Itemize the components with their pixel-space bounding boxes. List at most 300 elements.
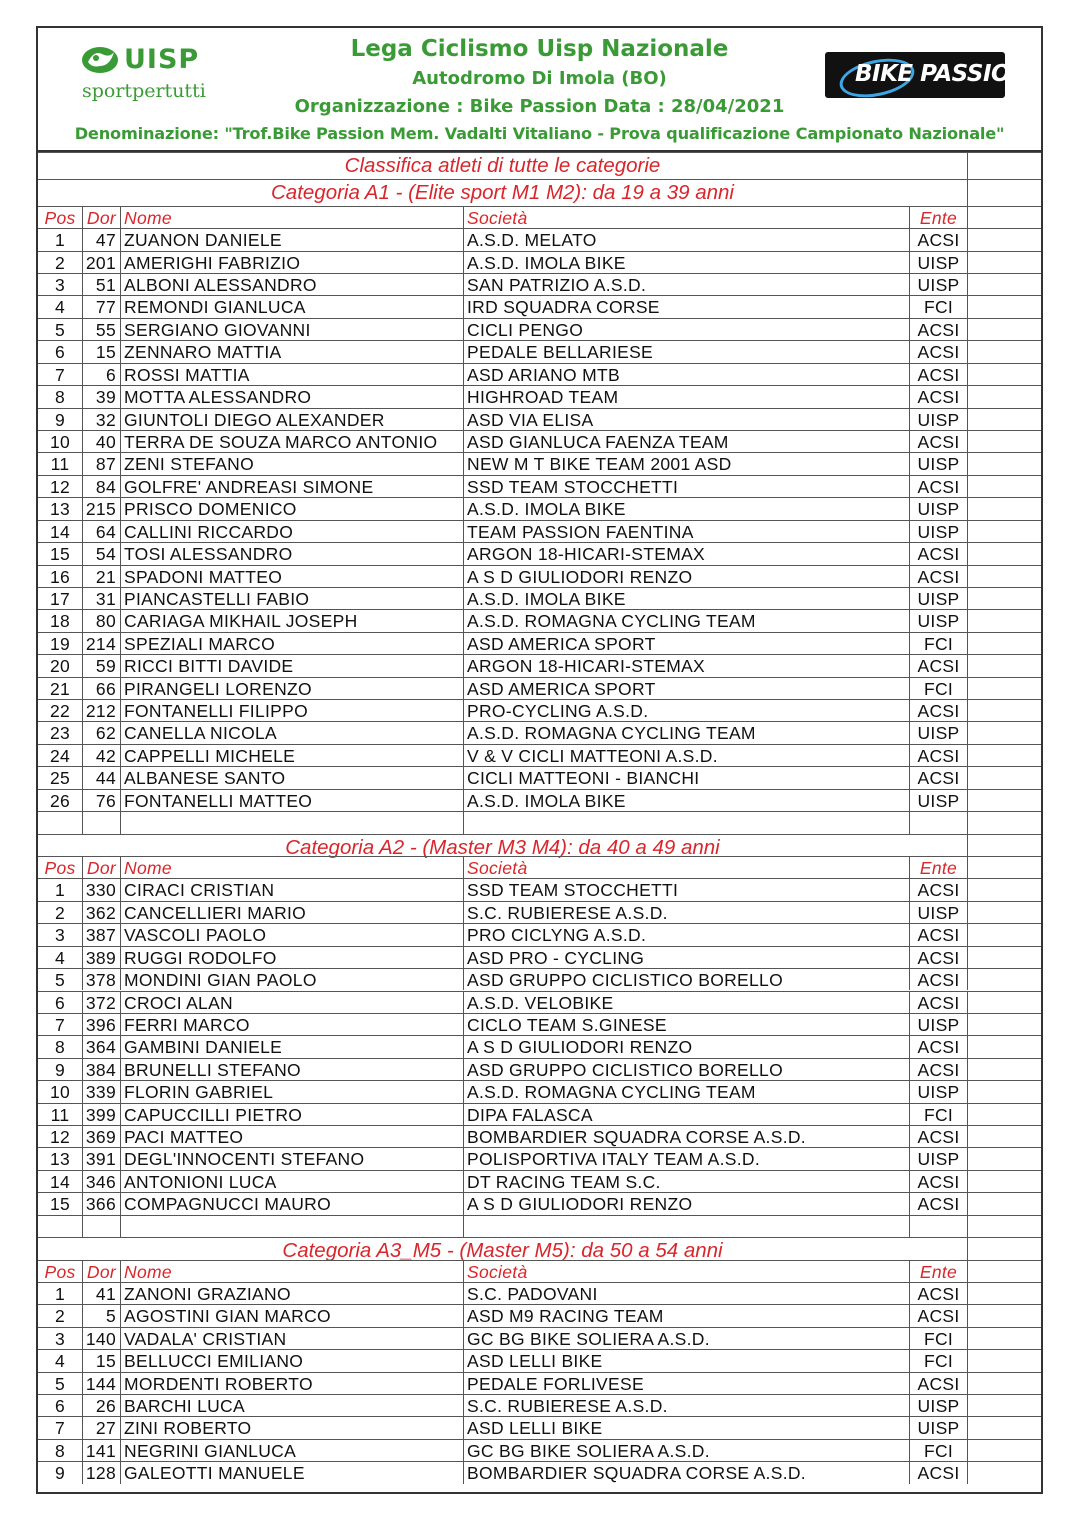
table-row: [38, 789, 1041, 811]
name-cell: ANTONIONI LUCA: [120, 1171, 463, 1192]
empty-cell: [967, 857, 1041, 878]
pos-cell: 3: [54, 1328, 66, 1349]
ente-cell: UISP: [909, 1014, 967, 1035]
pos-cell: 12: [49, 1127, 71, 1148]
table-row: [38, 565, 1041, 587]
table-row: [38, 1080, 1041, 1102]
empty-cell: [967, 252, 1041, 273]
pos-cell: 7: [54, 1014, 66, 1035]
empty-cell: [967, 341, 1041, 362]
name-cell: CALLINI RICCARDO: [120, 521, 463, 542]
empty-cell: [967, 207, 1041, 228]
ente-cell: ACSI: [909, 655, 967, 676]
pos-cell: 19: [49, 633, 71, 654]
category-title-text: Categoria A2 - (Master M3 M4): da 40 a 49 anni: [285, 835, 720, 859]
ente-cell: ACSI: [909, 364, 967, 385]
empty-cell: [967, 992, 1041, 1013]
team-cell: DT RACING TEAM S.C.: [463, 1171, 909, 1192]
name-cell: VADALA' CRISTIAN: [120, 1328, 463, 1349]
pos-cell: 16: [49, 566, 71, 587]
ente-cell: ACSI: [909, 229, 967, 250]
team-cell: ASD GIANLUCA FAENZA TEAM: [463, 431, 909, 452]
pos-cell: 5: [54, 319, 66, 340]
name-cell: ALBANESE SANTO: [120, 767, 463, 788]
empty-cell: [967, 1328, 1041, 1349]
team-cell: SSD TEAM STOCCHETTI: [463, 476, 909, 497]
ente-cell: FCI: [909, 1440, 967, 1461]
dor-cell: 364: [82, 1036, 120, 1057]
empty-cell: [967, 409, 1041, 430]
dor-cell: 44: [82, 767, 120, 788]
name-cell: FONTANELLI FILIPPO: [120, 700, 463, 721]
ente-cell: ACSI: [909, 1283, 967, 1304]
col-header-ente: Ente: [909, 207, 967, 228]
name-cell: SERGIANO GIOVANNI: [120, 319, 463, 340]
dor-cell: 15: [82, 1350, 120, 1371]
empty-cell: [967, 498, 1041, 519]
col-header-ente: Ente: [909, 857, 967, 878]
table-row: [38, 452, 1041, 474]
team-cell: A.S.D. IMOLA BIKE: [463, 252, 909, 273]
name-cell: RICCI BITTI DAVIDE: [120, 655, 463, 676]
pos-cell: 11: [50, 1104, 70, 1125]
dor-cell: 51: [82, 274, 120, 295]
table-row: [38, 878, 1041, 900]
pos-cell: 18: [49, 611, 71, 632]
empty-cell: [967, 1104, 1041, 1125]
pos-cell: 22: [49, 701, 71, 722]
pos-cell: 6: [54, 342, 66, 363]
dor-cell: 214: [82, 633, 120, 654]
pos-cell: 10: [49, 1082, 71, 1103]
name-cell: PIANCASTELLI FABIO: [120, 588, 463, 609]
empty-cell: [967, 812, 1041, 833]
ente-cell: ACSI: [909, 566, 967, 587]
name-cell: TOSI ALESSANDRO: [120, 543, 463, 564]
pos-cell: 8: [54, 1037, 66, 1058]
category-title-row: [38, 1237, 1041, 1263]
name-cell: ZUANON DANIELE: [120, 229, 463, 250]
dor-cell: 387: [82, 924, 120, 945]
empty-cell: [967, 386, 1041, 407]
pos-cell: 8: [54, 387, 66, 408]
name-cell: VASCOLI PAOLO: [120, 924, 463, 945]
team-cell: GC BG BIKE SOLIERA A.S.D.: [463, 1328, 909, 1349]
dor-cell: 59: [82, 655, 120, 676]
pos-cell: 1: [54, 1283, 66, 1304]
column-header-row: [38, 856, 1041, 878]
dor-cell: 76: [82, 790, 120, 811]
dor-cell: 141: [82, 1440, 120, 1461]
empty-row: [38, 1215, 1041, 1237]
ente-cell: UISP: [909, 610, 967, 631]
ente-cell: UISP: [909, 252, 967, 273]
empty-cell: [967, 790, 1041, 811]
empty-cell: [967, 902, 1041, 923]
pos-cell: 17: [49, 588, 71, 609]
pos-cell: 3: [54, 275, 66, 296]
ente-cell: UISP: [909, 521, 967, 542]
table-row: [38, 520, 1041, 542]
ente-cell: ACSI: [909, 1171, 967, 1192]
ente-cell: FCI: [909, 1350, 967, 1371]
empty-cell: [967, 924, 1041, 945]
team-cell: A.S.D. MELATO: [463, 229, 909, 250]
col-header-pos: Pos: [44, 1261, 76, 1282]
table-row: [38, 1394, 1041, 1416]
ente-cell: FCI: [909, 633, 967, 654]
table-row: [38, 408, 1041, 430]
uisp-logo-text: UISP: [124, 44, 200, 75]
pos-cell: 2: [54, 1306, 66, 1327]
pos-cell: 11: [50, 454, 70, 475]
table-row: [38, 609, 1041, 631]
team-cell: V & V CICLI MATTEONI A.S.D.: [463, 745, 909, 766]
team-cell: A.S.D. IMOLA BIKE: [463, 588, 909, 609]
dor-cell: 378: [82, 969, 120, 990]
empty-cell: [120, 812, 463, 833]
name-cell: CAPPELLI MICHELE: [120, 745, 463, 766]
name-cell: CANCELLIERI MARIO: [120, 902, 463, 923]
dor-cell: 87: [82, 453, 120, 474]
team-cell: A S D GIULIODORI RENZO: [463, 1036, 909, 1057]
dor-cell: 80: [82, 610, 120, 631]
name-cell: CANELLA NICOLA: [120, 722, 463, 743]
pos-cell: 1: [54, 230, 66, 251]
empty-cell: [967, 1238, 1041, 1259]
name-cell: COMPAGNUCCI MAURO: [120, 1193, 463, 1214]
empty-cell: [909, 1216, 967, 1237]
category-title-text: Categoria A1 - (Elite sport M1 M2): da 19 a 39 anni: [270, 180, 734, 204]
table-row: [38, 340, 1041, 362]
col-header-pos: Pos: [44, 857, 76, 878]
pos-cell: 26: [49, 790, 71, 811]
name-cell: PIRANGELI LORENZO: [120, 678, 463, 699]
pos-cell: 4: [54, 947, 66, 968]
category-title-text: Categoria A3_M5 - (Master M5): da 50 a 54 anni: [282, 1239, 723, 1263]
team-cell: ASD GRUPPO CICLISTICO BORELLO: [463, 1059, 909, 1080]
empty-cell: [967, 745, 1041, 766]
table-row: [38, 744, 1041, 766]
table-row: [38, 1461, 1041, 1483]
dor-cell: 77: [82, 296, 120, 317]
table-row: [38, 1147, 1041, 1169]
team-cell: ASD PRO - CYCLING: [463, 947, 909, 968]
empty-cell: [38, 812, 82, 833]
table-row: [38, 1439, 1041, 1461]
empty-cell: [967, 722, 1041, 743]
ente-cell: UISP: [909, 790, 967, 811]
empty-cell: [967, 947, 1041, 968]
name-cell: AMERIGHI FABRIZIO: [120, 252, 463, 273]
results-sheet: [36, 26, 1043, 1494]
name-cell: ROSSI MATTIA: [120, 364, 463, 385]
table-row: [38, 1416, 1041, 1438]
ente-cell: UISP: [909, 498, 967, 519]
table-row: [38, 1103, 1041, 1125]
dor-cell: 128: [82, 1462, 120, 1483]
col-header-pos: Pos: [44, 207, 76, 228]
header-organization: Organizzazione : Bike Passion Data : 28/04/2021: [294, 96, 785, 117]
ente-cell: FCI: [909, 678, 967, 699]
name-cell: REMONDI GIANLUCA: [120, 296, 463, 317]
team-cell: POLISPORTIVA ITALY TEAM A.S.D.: [463, 1148, 909, 1169]
ente-cell: ACSI: [909, 924, 967, 945]
table-row: [38, 228, 1041, 250]
empty-cell: [967, 319, 1041, 340]
ente-cell: UISP: [909, 409, 967, 430]
ente-cell: UISP: [909, 453, 967, 474]
dor-cell: 27: [82, 1417, 120, 1438]
table-row: [38, 991, 1041, 1013]
name-cell: ZENI STEFANO: [120, 453, 463, 474]
dor-cell: 66: [82, 678, 120, 699]
team-cell: SAN PATRIZIO A.S.D.: [463, 274, 909, 295]
name-cell: PRISCO DOMENICO: [120, 498, 463, 519]
empty-cell: [967, 655, 1041, 676]
team-cell: S.C. RUBIERESE A.S.D.: [463, 902, 909, 923]
dor-cell: 41: [82, 1283, 120, 1304]
col-header-nome: Nome: [120, 1261, 463, 1282]
dor-cell: 362: [82, 902, 120, 923]
team-cell: PEDALE FORLIVESE: [463, 1373, 909, 1394]
team-cell: A.S.D. IMOLA BIKE: [463, 790, 909, 811]
team-cell: NEW M T BIKE TEAM 2001 ASD: [463, 453, 909, 474]
ente-cell: ACSI: [909, 745, 967, 766]
ente-cell: ACSI: [909, 319, 967, 340]
empty-cell: [967, 1261, 1041, 1282]
name-cell: SPADONI MATTEO: [120, 566, 463, 587]
col-header-dor: Dor: [82, 857, 120, 878]
pos-cell: 23: [49, 723, 71, 744]
dor-cell: 384: [82, 1059, 120, 1080]
dor-cell: 330: [82, 879, 120, 900]
dor-cell: 144: [82, 1373, 120, 1394]
pos-cell: 3: [54, 925, 66, 946]
dor-cell: 40: [82, 431, 120, 452]
table-row: [38, 1327, 1041, 1349]
dor-cell: 47: [82, 229, 120, 250]
dor-cell: 5: [82, 1305, 120, 1326]
pos-cell: 5: [54, 1373, 66, 1394]
empty-cell: [967, 1216, 1041, 1237]
empty-cell: [967, 1126, 1041, 1147]
table-row: [38, 1013, 1041, 1035]
empty-cell: [967, 1417, 1041, 1438]
team-cell: PRO CICLYNG A.S.D.: [463, 924, 909, 945]
table-row: [38, 1372, 1041, 1394]
empty-cell: [967, 1059, 1041, 1080]
ente-cell: UISP: [909, 1081, 967, 1102]
pos-cell: 4: [54, 1351, 66, 1372]
bike-passion-logo-text: BIKE PASSION: [855, 61, 1029, 87]
ente-cell: UISP: [909, 1395, 967, 1416]
empty-cell: [967, 453, 1041, 474]
ente-cell: ACSI: [909, 947, 967, 968]
team-cell: A.S.D. IMOLA BIKE: [463, 498, 909, 519]
table-row: [38, 295, 1041, 317]
ente-cell: ACSI: [909, 879, 967, 900]
dor-cell: 26: [82, 1395, 120, 1416]
bike-passion-logo: [825, 52, 1029, 98]
team-cell: ASD M9 RACING TEAM: [463, 1305, 909, 1326]
pos-cell: 10: [49, 432, 71, 452]
name-cell: FLORIN GABRIEL: [120, 1081, 463, 1102]
dor-cell: 366: [82, 1193, 120, 1214]
empty-cell: [463, 1216, 909, 1237]
table-row: [38, 1349, 1041, 1371]
header-denomination: Denominazione: "Trof.Bike Passion Mem. Vadalti Vitaliano - Prova qualificazione Campionato Nazionale": [74, 124, 1005, 143]
pos-cell: 2: [54, 902, 66, 923]
ente-cell: FCI: [909, 296, 967, 317]
team-cell: CICLO TEAM S.GINESE: [463, 1014, 909, 1035]
category-title-row: [38, 179, 1041, 206]
table-row: [38, 318, 1041, 340]
name-cell: AGOSTINI GIAN MARCO: [120, 1305, 463, 1326]
dor-cell: 84: [82, 476, 120, 497]
pos-cell: 15: [49, 1194, 71, 1215]
pos-cell: 15: [49, 544, 71, 565]
table-row: [38, 363, 1041, 385]
table-row: [38, 587, 1041, 609]
team-cell: ASD LELLI BIKE: [463, 1417, 909, 1438]
dor-cell: 62: [82, 722, 120, 743]
col-header-nome: Nome: [120, 207, 463, 228]
empty-cell: [967, 700, 1041, 721]
name-cell: CARIAGA MIKHAIL JOSEPH: [120, 610, 463, 631]
ente-cell: ACSI: [909, 1373, 967, 1394]
ente-cell: ACSI: [909, 476, 967, 497]
team-cell: CICLI PENGO: [463, 319, 909, 340]
empty-cell: [463, 812, 909, 833]
pos-cell: 13: [49, 499, 71, 520]
table-row: [38, 430, 1041, 452]
name-cell: MOTTA ALESSANDRO: [120, 386, 463, 407]
dor-cell: 201: [82, 252, 120, 273]
name-cell: CAPUCCILLI PIETRO: [120, 1104, 463, 1125]
column-header-row: [38, 1260, 1041, 1282]
col-header-nome: Nome: [120, 857, 463, 878]
empty-cell: [82, 812, 120, 833]
name-cell: BARCHI LUCA: [120, 1395, 463, 1416]
team-cell: TEAM PASSION FAENTINA: [463, 521, 909, 542]
table-row: [38, 946, 1041, 968]
col-header-societa: Società: [463, 857, 909, 878]
empty-cell: [967, 1081, 1041, 1102]
ente-cell: ACSI: [909, 992, 967, 1013]
team-cell: BOMBARDIER SQUADRA CORSE A.S.D.: [463, 1462, 909, 1483]
empty-cell: [967, 767, 1041, 788]
name-cell: FONTANELLI MATTEO: [120, 790, 463, 811]
empty-cell: [38, 1216, 82, 1237]
empty-cell: [967, 1440, 1041, 1461]
empty-cell: [967, 1462, 1041, 1483]
team-cell: HIGHROAD TEAM: [463, 386, 909, 407]
dor-cell: 39: [82, 386, 120, 407]
dor-cell: 339: [82, 1081, 120, 1102]
pos-cell: 13: [49, 1149, 71, 1170]
team-cell: GC BG BIKE SOLIERA A.S.D.: [463, 1440, 909, 1461]
pos-cell: 25: [49, 768, 71, 789]
name-cell: ZANONI GRAZIANO: [120, 1283, 463, 1304]
dor-cell: 369: [82, 1126, 120, 1147]
team-cell: SSD TEAM STOCCHETTI: [463, 879, 909, 900]
team-cell: ASD GRUPPO CICLISTICO BORELLO: [463, 969, 909, 990]
pos-cell: 20: [49, 656, 71, 677]
dor-cell: 346: [82, 1171, 120, 1192]
name-cell: CROCI ALAN: [120, 992, 463, 1013]
name-cell: BELLUCCI EMILIANO: [120, 1350, 463, 1371]
team-cell: ASD VIA ELISA: [463, 409, 909, 430]
pos-cell: 8: [54, 1440, 66, 1461]
empty-cell: [967, 678, 1041, 699]
dor-cell: 212: [82, 700, 120, 721]
empty-cell: [967, 1171, 1041, 1192]
table-row: [38, 1058, 1041, 1080]
team-cell: CICLI MATTEONI - BIANCHI: [463, 767, 909, 788]
empty-cell: [967, 1350, 1041, 1371]
empty-cell: [967, 1395, 1041, 1416]
team-cell: ASD ARIANO MTB: [463, 364, 909, 385]
empty-cell: [967, 879, 1041, 900]
ente-cell: ACSI: [909, 1193, 967, 1214]
table-row: [38, 923, 1041, 945]
empty-row: [38, 811, 1041, 833]
dor-cell: 6: [82, 364, 120, 385]
empty-cell: [120, 1216, 463, 1237]
col-header-dor: Dor: [82, 1261, 120, 1282]
dor-cell: 399: [82, 1104, 120, 1125]
team-cell: A.S.D. ROMAGNA CYCLING TEAM: [463, 610, 909, 631]
ente-cell: UISP: [909, 588, 967, 609]
name-cell: FERRI MARCO: [120, 1014, 463, 1035]
name-cell: GAMBINI DANIELE: [120, 1036, 463, 1057]
table-row: [38, 1304, 1041, 1326]
name-cell: TERRA DE SOUZA MARCO ANTONIO: [120, 431, 463, 452]
name-cell: BRUNELLI STEFANO: [120, 1059, 463, 1080]
table-row: [38, 385, 1041, 407]
col-header-societa: Società: [463, 1261, 909, 1282]
team-cell: IRD SQUADRA CORSE: [463, 296, 909, 317]
pos-cell: 9: [54, 1059, 66, 1080]
empty-cell: [967, 521, 1041, 542]
table-row: [38, 654, 1041, 676]
header-title: Lega Ciclismo Uisp Nazionale: [350, 36, 729, 62]
table-row: [38, 721, 1041, 743]
empty-cell: [82, 1216, 120, 1237]
empty-cell: [967, 1193, 1041, 1214]
name-cell: GALEOTTI MANUELE: [120, 1462, 463, 1483]
team-cell: A S D GIULIODORI RENZO: [463, 566, 909, 587]
pos-cell: 12: [49, 476, 71, 497]
name-cell: MORDENTI ROBERTO: [120, 1373, 463, 1394]
empty-cell: [967, 1305, 1041, 1326]
pos-cell: 24: [49, 745, 71, 766]
table-row: [38, 1282, 1041, 1304]
dor-cell: 21: [82, 566, 120, 587]
name-cell: MONDINI GIAN PAOLO: [120, 969, 463, 990]
dor-cell: 396: [82, 1014, 120, 1035]
dor-cell: 140: [82, 1328, 120, 1349]
dor-cell: 31: [82, 588, 120, 609]
name-cell: ALBONI ALESSANDRO: [120, 274, 463, 295]
team-cell: A S D GIULIODORI RENZO: [463, 1193, 909, 1214]
table-row: [38, 1170, 1041, 1192]
dor-cell: 55: [82, 319, 120, 340]
main-title-row: [38, 152, 1041, 179]
empty-cell: [967, 1036, 1041, 1057]
table-row: [38, 677, 1041, 699]
